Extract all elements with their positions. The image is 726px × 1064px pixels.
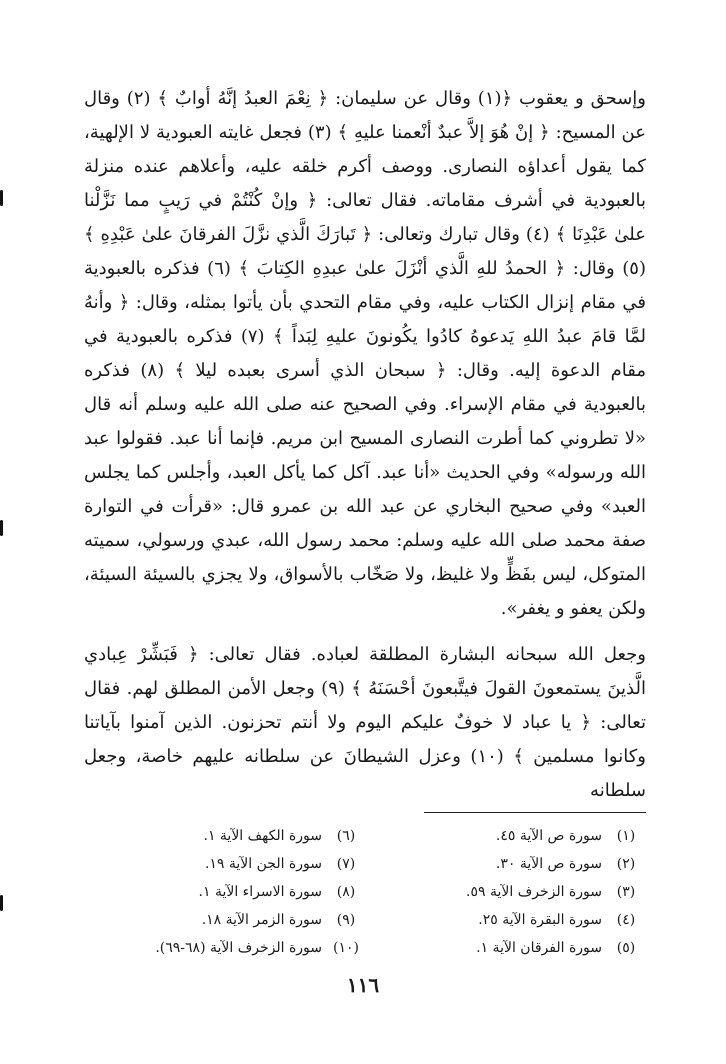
footnote-text: سورة الزخرف الآية ٥٩.	[466, 884, 602, 900]
footnotes-left-column	[110, 822, 370, 962]
footnote-number: (٧)	[336, 856, 356, 872]
scan-edge-mark	[0, 895, 3, 911]
footnote-item	[380, 822, 650, 850]
footnote-text: سورة الفرقان الآية ١.	[476, 940, 602, 956]
footnote-item	[110, 906, 370, 934]
paragraph-1: وإسحق و يعقوب ﴿(١) وقال عن سليمان: ﴿ نِعْمَ العبدُ إنَّهُ أوابٌ ﴾ (٢) وقال عن المسيح: ﴿ إنْ هُوَ إلاَّ عبدٌ أنْعمنا عليهِ ﴾ (٣) فجعل غايته العبودية لا الإلهية، كما يقول أعداؤه النصارى. ووصف أكرم خلقه عليه، وأعلاهم عنده منزلة بالعبودية في أشرف مقاماته. فقال تعالى: ﴿ وإنْ كُنْتُمْ في رَيبٍ مما نَزَّلْنا علىٰ عَبْدِنَا ﴾ (٤) وقال تبارك وتعالى: ﴿ تَبارَكَ الَّذي نزَّلَ الفرقانَ علىٰ عَبْدِهِ ﴾ (٥) وقال: ﴿ الحمدُ للهِ الَّذي أنْزَلَ علىٰ عبدِهِ الكِتابَ ﴾ (٦) فذكره بالعبودية في مقام إنزال الكتاب عليه، وفي مقام التحدي بأن يأتوا بمثله، وقال: ﴿ وأنهُ لمَّا قامَ عبدُ اللهِ يَدعوهُ كادُوا يكُونونَ عليهِ لِبَداً ﴾ (٧) فذكره بالعبودية في مقام الدعوة إليه. وقال: ﴿ سبحان الذي أسرى بعبده ليلا ﴾ (٨) فذكره بالعبودية في مقام الإسراء. وفي الصحيح عنه صلى الله عليه وسلم أنه قال «لا تطروني كما أطرت النصارى المسيح ابن مريم. فإنما أنا عبد. فقولوا عبد الله ورسوله» وفي الحديث «أنا عبد. آكل كما يأكل العبد، وأجلس كما يجلس العبد» وفي صحيح البخاري عن عبد الله بن عمرو قال: «قرأت في التوارة صفة محمد صلى الله عليه وسلم: محمد رسول الله، عبدي ورسولي، سميته المتوكل، ليس بفَظٍّ ولا غليظ، ولا صَخّاب بالأسواق، ولا يجزي بالسيئة السيئة، ولكن يعفو و يغفر».	[84, 88, 646, 619]
footnote-text: سورة ص الآية ٣٠.	[495, 856, 602, 872]
footnotes-right-column	[380, 822, 650, 962]
footnote-item	[380, 934, 650, 962]
footnote-number: (١)	[616, 828, 636, 844]
footnote-text: سورة الزمر الآية ١٨.	[201, 912, 322, 928]
footnote-number: (٣)	[616, 884, 636, 900]
scan-edge-mark	[0, 190, 3, 206]
footnote-item	[380, 850, 650, 878]
footnote-number: (٨)	[336, 884, 356, 900]
scan-edge-mark	[0, 520, 3, 536]
footnote-number: (٢)	[616, 856, 636, 872]
footnote-item	[110, 850, 370, 878]
footnote-text: سورة الاسراء الآية ١.	[198, 884, 322, 900]
footnote-number: (٩)	[336, 912, 356, 928]
page-number: ١١٦	[346, 973, 380, 997]
paragraph-2: وجعل الله سبحانه البشارة المطلقة لعباده. فقال تعالى: ﴿ فَبَشِّرْ عِبادي الَّذينَ يستمعونَ القولَ فيتَّبعونَ أحْسَنَهُ ﴾ (٩) وجعل الأمن المطلق لهم. فقال تعالى: ﴿ يا عباد لا خوفٌ عليكم اليوم ولا أنتم تحزنون. الذين آمنوا بآياتنا وكانوا مسلمين ﴾ (١٠) وعزل الشيطانَ عن سلطانه عليهم خاصة، وجعل سلطانه	[84, 644, 646, 801]
footnote-item	[380, 906, 650, 934]
footnote-number: (٦)	[336, 828, 356, 844]
footnote-item	[110, 822, 370, 850]
footnote-number: (٥)	[616, 940, 636, 956]
footnote-text: سورة ص الآية ٤٥.	[495, 828, 602, 844]
footnote-item	[380, 878, 650, 906]
footnote-divider	[424, 812, 646, 813]
footnote-number: (٤)	[616, 912, 636, 928]
footnote-text: سورة الجن الآية ١٩.	[204, 856, 322, 872]
footnote-number: (١٠)	[333, 940, 359, 956]
footnote-text: سورة الزخرف الآية (٦٨-٦٩).	[155, 940, 322, 956]
footnote-item	[110, 934, 370, 962]
footnote-text: سورة الكهف الآية ١.	[203, 828, 322, 844]
footnote-text: سورة البقرة الآية ٢٥.	[478, 912, 602, 928]
main-text	[84, 82, 646, 808]
footnote-item	[110, 878, 370, 906]
